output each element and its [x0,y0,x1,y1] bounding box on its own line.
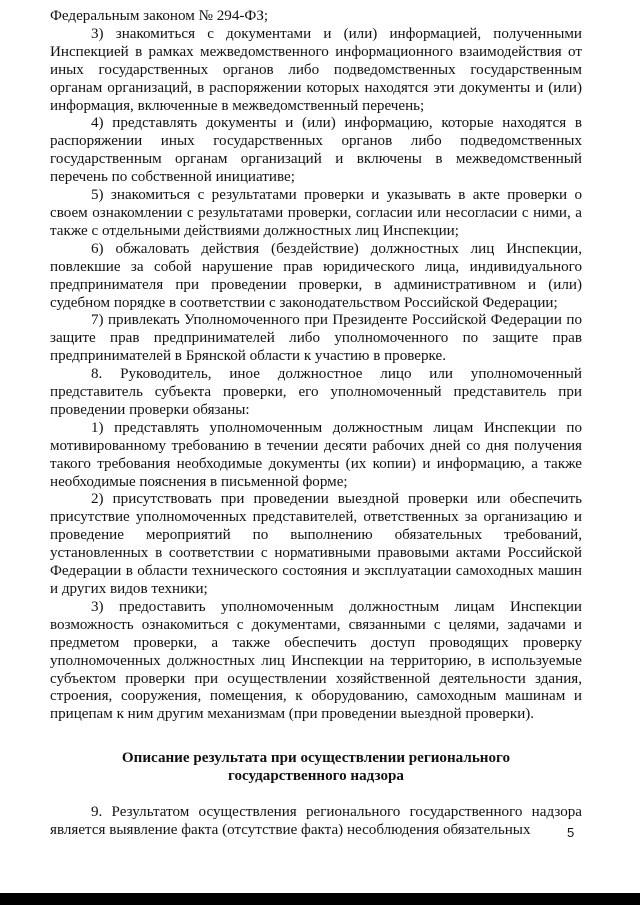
paragraph-duty-2: 2) присутствовать при проведении выездной проверки или обеспечить присутствие уполномоченных представителей, ответственных за организацию и проведение мероприятий по выполнению обязательных требований, установленных в соответствии с нормативными правовыми актами Российской Федерации в области технического состояния и эксплуатации самоходных машин и других видов техники; [50,491,582,597]
document-body [50,8,582,840]
section-heading-line-2: государственного надзора [228,768,404,785]
scan-border-bar [0,893,640,905]
section-heading-line-1: Описание результата при осуществлении регионального [121,750,511,767]
paragraph-item-4: 4) представлять документы и (или) информацию, которые находятся в распоряжении иных государственных органов либо подведомственных государственным органам организаций и включены в межведомственный перечень по собственной инициативе; [50,115,582,186]
page-number: 5 [567,825,575,840]
section-heading [50,750,582,786]
paragraph-clause-8: 8. Руководитель, иное должностное лицо или уполномоченный представитель субъекта проверки, его уполномоченный представитель при проведении проверки обязаны: [50,366,582,418]
paragraph-continuation: Федеральным законом № 294-ФЗ; [50,8,269,24]
paragraph-item-5: 5) знакомиться с результатами проверки и указывать в акте проверки о своем ознакомлении с результатами проверки, согласии или несогласии с ними, а также с отдельными действиями должностных лиц Инспекции; [50,187,582,239]
paragraph-clause-9: 9. Результатом осуществления регионального государственного надзора является выявление факта (отсутствие факта) несоблюдения обязательных [50,804,582,838]
paragraph-item-7: 7) привлекать Уполномоченного при Президенте Российской Федерации по защите прав предпринимателей либо уполномоченного по защите прав предпринимателей в Брянской области к участию в проверке. [50,312,582,365]
paragraph-item-3: 3) знакомиться с документами и (или) информацией, полученными Инспекцией в рамках межведомственного информационного взаимодействия от иных государственных органов либо подведомственных государственным органам организаций, в распоряжении которых находятся эти документы и (или) информация, включенные в межведомственный перечень; [50,25,582,114]
paragraph-duty-3: 3) предоставить уполномоченным должностным лицам Инспекции возможность ознакомиться с документами, связанными с целями, задачами и предметом проверки, а также обеспечить доступ проводящих проверку уполномоченных должностных лиц Инспекции на территорию, в используемые субъектом проверки при осуществлении хозяйственной деятельности здания, строения, сооружения, помещения, к оборудованию, самоходным машинам и прицепам к ним другим механизмам (при проведении выездной проверки). [50,598,582,723]
paragraph-duty-1: 1) представлять уполномоченным должностным лицам Инспекции по мотивированному требованию в течении десяти рабочих дней со дня получения такого требования необходимые документы (их копии) и информацию, а также необходимые пояснения в письменной форме; [50,419,582,490]
paragraph-item-6: 6) обжаловать действия (бездействие) должностных лиц Инспекции, повлекшие за собой нарушение прав юридического лица, индивидуального предпринимателя при проведении проверки, в административном и (или) судебном порядке в соответствии с законодательством Российской Федерации; [50,240,582,311]
